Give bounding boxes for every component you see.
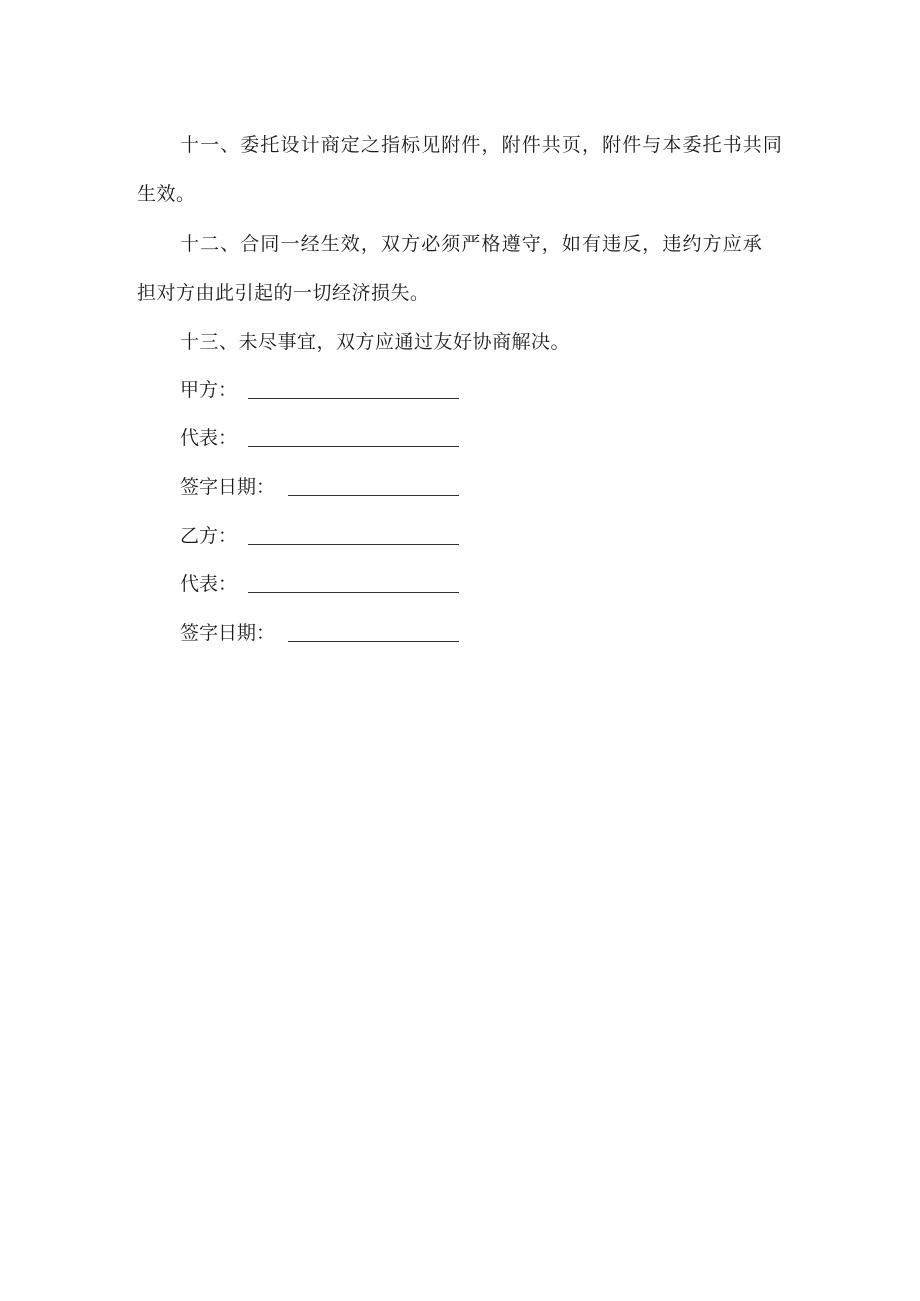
party-a-sign-date-label: 签字日期：	[180, 476, 276, 498]
party-b-row	[180, 524, 459, 548]
party-b-sign-date-label: 签字日期：	[180, 622, 276, 644]
party-a-row	[180, 378, 459, 402]
party-b-representative-row	[180, 572, 459, 596]
clause-13: 十三、未尽事宜，双方应通过友好协商解决。	[180, 331, 571, 353]
party-a-sign-date-blank-line	[288, 495, 459, 496]
party-b-representative-label: 代表：	[180, 573, 238, 595]
party-b-label: 乙方：	[180, 525, 238, 547]
clause-11-line-1: 十一、委托设计商定之指标见附件，附件共页，附件与本委托书共同	[180, 134, 784, 156]
party-b-blank-line	[248, 544, 459, 545]
clause-11-line-2: 生效。	[137, 183, 196, 205]
party-a-representative-label: 代表：	[180, 427, 238, 449]
party-a-label: 甲方：	[180, 379, 238, 401]
party-a-representative-blank-line	[248, 446, 459, 447]
party-b-sign-date-row	[180, 621, 459, 645]
party-a-blank-line	[248, 398, 459, 399]
party-a-sign-date-row	[180, 475, 459, 499]
clause-12-line-1: 十二、合同一经生效，双方必须严格遵守，如有违反，违约方应承	[180, 233, 763, 255]
clause-12-line-2: 担对方由此引起的一切经济损失。	[137, 282, 430, 304]
party-b-sign-date-blank-line	[288, 641, 459, 642]
party-b-representative-blank-line	[248, 592, 459, 593]
party-a-representative-row	[180, 426, 459, 450]
